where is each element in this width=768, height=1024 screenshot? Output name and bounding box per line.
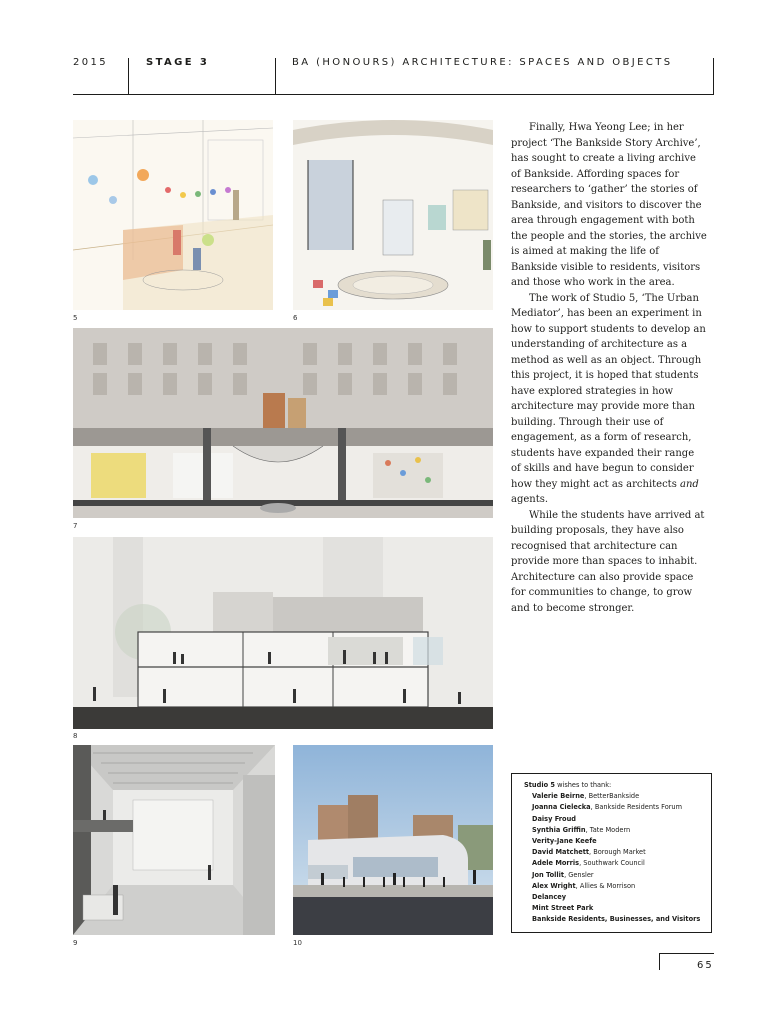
acknowledgement-item: Adele Morris, Southwark Council: [532, 859, 645, 868]
acknowledgement-item: Mint Street Park: [532, 904, 594, 913]
acknowledgement-item: Jon Tollit, Gensler: [532, 870, 594, 879]
figure-7-number: 7: [73, 522, 78, 530]
paragraph-3: While the students have arrived at building proposals, they have also recognised that architecture can provide more than spaces to inhabit. Architecture can also provide space for communities to change, to grow and to become stronger.: [511, 509, 705, 614]
acknowledgements-box: [511, 773, 712, 933]
paragraph-2-emphasis: and: [680, 478, 699, 490]
figure-7-image: [73, 328, 493, 518]
figure-6-number: 6: [293, 314, 298, 322]
acknowledgement-item: Verity-Jane Keefe: [532, 837, 597, 846]
figure-9-number: 9: [73, 939, 78, 947]
acknowledgement-item: Bankside Residents, Businesses, and Visitors: [532, 915, 701, 924]
acknowledgement-item: David Matchett, Borough Market: [532, 848, 646, 857]
figure-6-image: [293, 120, 493, 310]
figure-8-number: 8: [73, 732, 78, 740]
acknowledgements-intro: Studio 5 wishes to thank:: [524, 781, 612, 789]
acknowledgement-item: Joanna Cielecka, Bankside Residents Forum: [532, 803, 683, 812]
header-divider: [128, 58, 129, 94]
header-divider: [713, 58, 714, 94]
header-year: 2015: [73, 57, 109, 68]
figure-10-image: [293, 745, 493, 935]
acknowledgement-item: Alex Wright, Allies & Morrison: [532, 881, 636, 890]
header-rule: [73, 94, 714, 95]
header-stage: STAGE 3: [146, 57, 210, 68]
header-title: BA (HONOURS) ARCHITECTURE: SPACES AND OBJECTS: [292, 57, 673, 68]
paragraph-1: Finally, Hwa Yeong Lee; in her project ‘The Bankside Story Archive’, has sought to create a living archive of Bankside. Affording spaces for researchers to ‘gather’ the stories of Bankside, and visitors to discover the area through engagement with both the people and the stories, the archive is aimed at making the life of Bankside visible to residents, visitors and those who work in the area.: [511, 122, 707, 288]
acknowledgement-item: Delancey: [532, 893, 567, 902]
header-divider: [275, 58, 276, 94]
paragraph-2-end: agents.: [511, 494, 549, 505]
acknowledgement-item: Synthia Griffin, Tate Modern: [532, 825, 631, 834]
paragraph-2-text: The work of Studio 5, ‘The Urban Mediator’, has been an experiment in how to support students to develop an understanding of architecture as a method as well as an object. Through this project, it is hoped that students have explored strategies in how architecture may provide more than building. Through their use of engagement, as a form of research, students have expanded their range of skills and have begun to consider how they might act as architects: [511, 292, 706, 490]
body-text: [511, 120, 707, 616]
figure-8-image: [73, 537, 493, 729]
figure-9-image: [73, 745, 275, 935]
figure-5-number: 5: [73, 314, 78, 322]
figure-10-number: 10: [293, 939, 302, 947]
acknowledgement-item: Valerie Beirne, BetterBankside: [532, 792, 640, 801]
footer-divider: [659, 953, 660, 970]
paragraph-2: [511, 291, 707, 508]
acknowledgement-item: Daisy Froud: [532, 814, 576, 823]
footer-rule: [659, 953, 714, 954]
page-number: 65: [697, 960, 714, 971]
figure-5-image: [73, 120, 273, 310]
